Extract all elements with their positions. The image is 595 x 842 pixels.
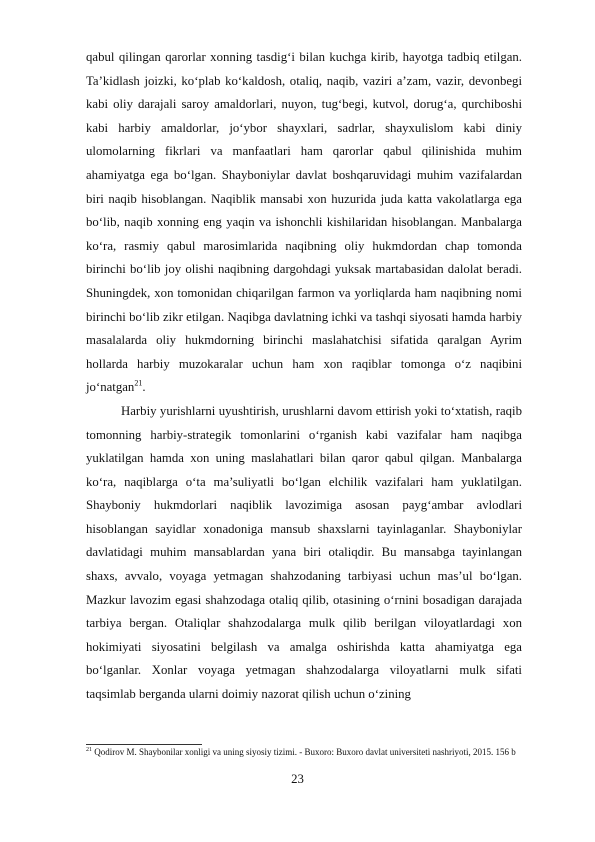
footnote-reference[interactable]: 21 xyxy=(134,379,143,389)
footnote-text: Qodirov M. Shaybonilar xonligi va uning siyosiy tizimi. - Buxoro: Buxoro davlat universiteti nashriyoti, 2015. 156 b xyxy=(92,747,516,757)
paragraph-2: Harbiy yurishlarni uyushtirish, urushlarni davom ettirish yoki to‘xtatish, raqib tomonning harbiy-strategik tomonlarini o‘rganish kabi vazifalar ham naqibga yuklatilgan hamda xon uning maslahatlari bilan qaror qabul qilgan. Manbalarga ko‘ra, naqiblarga o‘ta ma’suliyatli bo‘lgan elchilik vazifalari ham yuklatilgan. Shayboniy hukmdorlari naqiblik lavozimiga asosan payg‘ambar avlodlari hisoblangan sayidlar xonadoniga mansub shaxslarni tayinlaganlar. Shayboniylar davlatidagi muhim mansablardan yana biri otaliqdir. Bu mansabga tayinlangan shaxs, avvalo, voyaga yetmagan shahzodaning tarbiyasi uchun mas’ul bo‘lgan. Mazkur lavozim egasi shahzodaga otaliq qilib, otasining o‘rnini bosadigan darajada tarbiya bergan. Otaliqlar shahzodalarga mulk qilib berilgan viloyatlardagi xon hokimiyati siyosatini belgilash va amalga oshirishda katta ahamiyatga ega bo‘lganlar. Xonlar voyaga yetmagan shahzodalarga viloyatlarni mulk sifati taqsimlab berganda ularni doimiy nazorat qilish uchun o‘zining xyxy=(86,403,522,702)
paragraph-1-text: qabul qilingan qarorlar xonning tasdig‘i bilan kuchga kirib, hayotga tadbiq etilgan. Ta’kidlash joizki, ko‘plab ko‘kaldosh, otaliq, naqib, vaziri a’zam, vazir, devonbegi kabi oliy darajali saroy amaldorlari, nuyon, tug‘begi, kutvol, dorug‘a, qurchiboshi kabi harbiy amaldorlar, jo‘ybor shayxlari, sadrlar, shayxulislom kabi diniy ulomolarning fikrlari va manfaatlari ham qarorlar qabul qilinishida muhim ahamiyatga ega bo‘lgan. Shayboniylar davlat boshqaruvidagi muhim vazifalardan biri naqib hisoblangan. Naqiblik mansabi xon huzurida juda katta vakolatlarga ega bo‘lib, naqib xonning eng yaqin va ishonchli kishilaridan hisoblangan. Manbalarga ko‘ra, rasmiy qabul marosimlarida naqibning oliy hukmdordan chap tomonda birinchi bo‘lib joy olishi naqibning dargohdagi yuksak martabasidan dalolat beradi. Shuningdek, xon tomonidan chiqarilgan farmon va yorliqlarda ham naqibning nomi birinchi bo‘lib zikr etilgan. Naqibga davlatning ichki va tashqi siyosati hamda harbiy masalalarda oliy hukmdorning birinchi maslahatchisi sifatida qaralgan Ayrim hollarda harbiy muzokaralar uchun ham xon raqiblar tomonga o‘z naqibini jo‘natgan xyxy=(86,50,522,395)
page-number: 23 xyxy=(291,772,304,786)
sentence-end: . xyxy=(142,380,146,395)
footnote-number: 21 xyxy=(86,747,92,753)
footnote-separator xyxy=(86,744,202,745)
footnote xyxy=(86,747,556,758)
body-text xyxy=(86,46,522,707)
paragraph-1 xyxy=(86,46,522,400)
